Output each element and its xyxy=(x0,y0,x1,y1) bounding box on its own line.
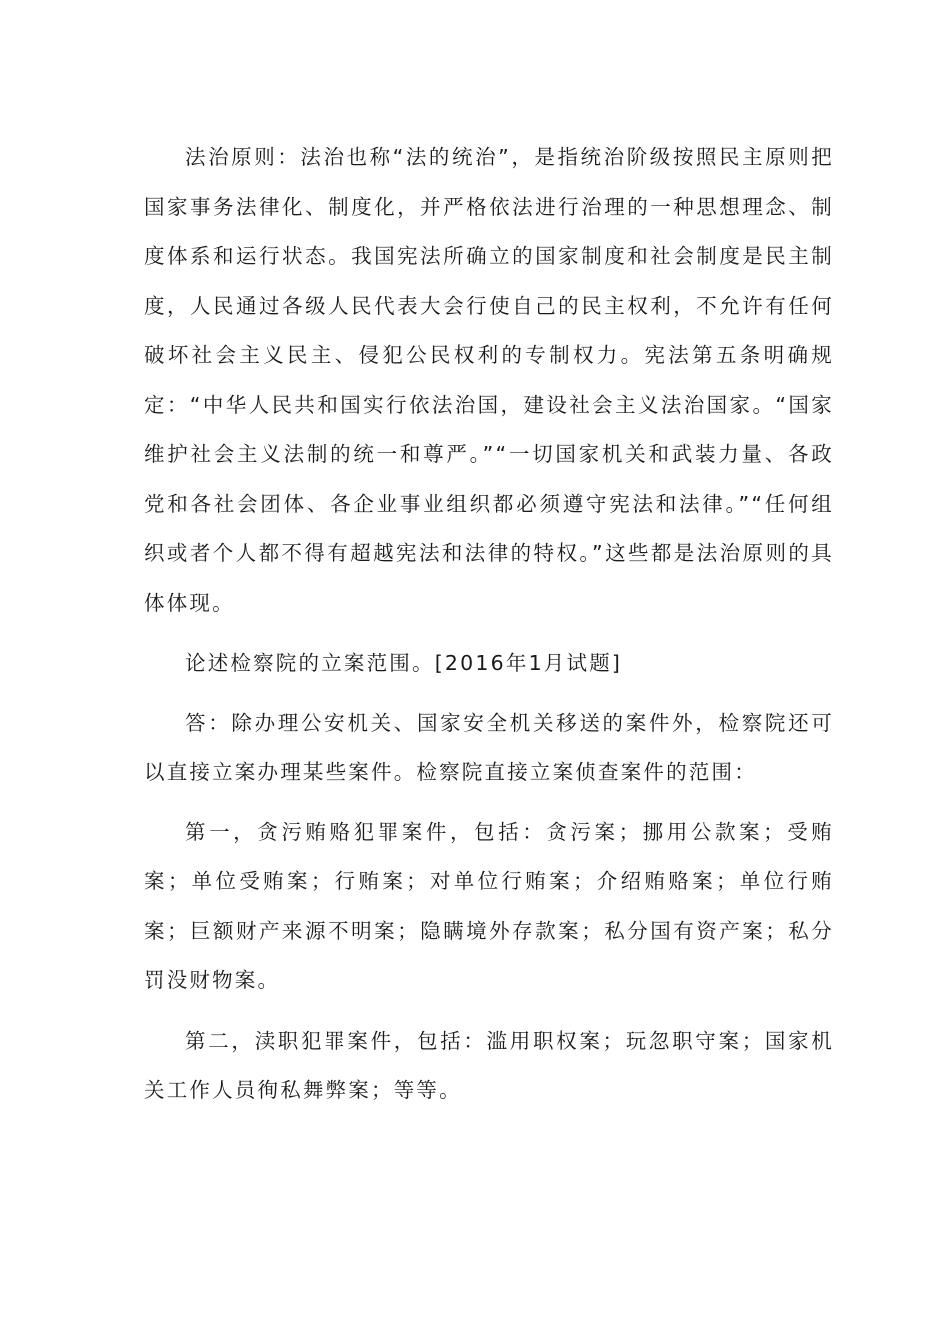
paragraph-rule-of-law-principle: 法治原则：法治也称“法的统治”，是指统治阶级按照民主原则把国家事务法律化、制度化，并严格依法进行治理的一种思想理念、制度体系和运行状态。我国宪法所确立的国家制度和社会制度是民主制度，人民通过各级人民代表大会行使自己的民主权利，不允许有任何破坏社会主义民主、侵犯公民权利的专制权力。宪法第五条明确规定：“中华人民共和国实行依法治国，建设社会主义法治国家。“国家维护社会主义法制的统一和尊严。”“一切国家机关和武装力量、各政党和各社会团体、各企业事业组织都必须遵守宪法和法律。”“任何组织或者个人都不得有超越宪法和法律的特权。”这些都是法治原则的具体体现。 xyxy=(144,145,834,615)
paragraph-exam-question: 论述检察院的立案范围。[2016年1月试题] xyxy=(185,651,623,675)
paragraph-answer-intro: 答：除办理公安机关、国家安全机关移送的案件外，检察院还可以直接立案办理某些案件。检察院直接立案侦查案件的范围： xyxy=(144,710,834,784)
paragraph-first-category: 第一，贪污贿赂犯罪案件，包括：贪污案；挪用公款案；受贿案；单位受贿案；行贿案；对单位行贿案；介绍贿赂案；单位行贿案；巨额财产来源不明案；隐瞒境外存款案；私分国有资产案；私分罚没财物案。 xyxy=(144,819,834,992)
document-body xyxy=(144,133,834,1116)
paragraph-second-category: 第二，渎职犯罪案件，包括：滥用职权案；玩忽职守案；国家机关工作人员徇私舞弊案；等等。 xyxy=(144,1028,834,1102)
